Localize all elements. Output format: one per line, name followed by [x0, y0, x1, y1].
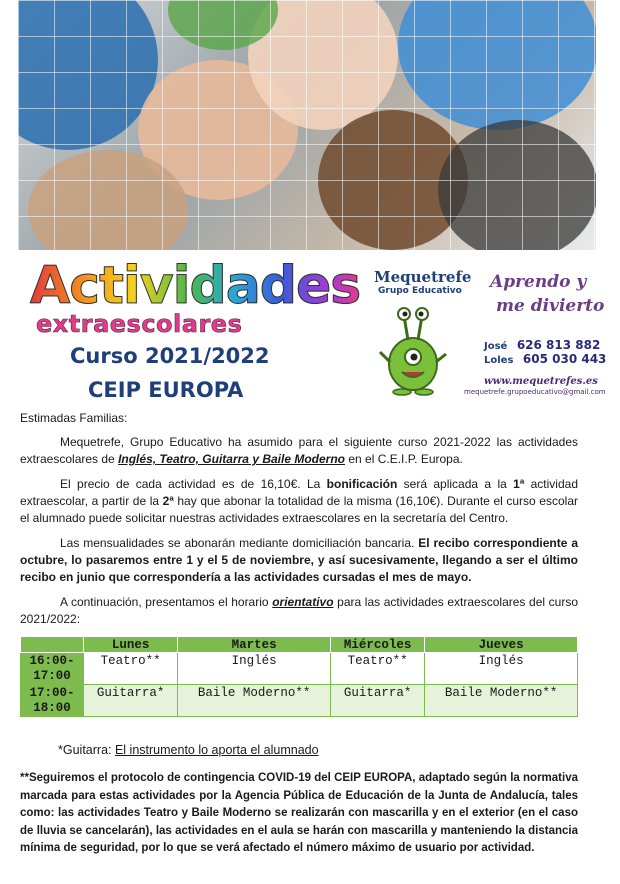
text-bold: 2ª — [162, 494, 174, 508]
page-title — [30, 258, 360, 314]
contact-jose — [484, 338, 600, 352]
paragraph-intro — [20, 434, 578, 468]
table-row — [21, 685, 578, 717]
table-cell: Baile Moderno** — [178, 685, 331, 717]
monster-mascot-icon — [378, 302, 448, 396]
column-header: Martes — [178, 637, 331, 653]
guitar-note — [58, 742, 578, 759]
column-header: Lunes — [84, 637, 178, 653]
page-subtitle: extraescolares — [36, 310, 243, 338]
contact-phone: 605 030 443 — [522, 352, 607, 366]
text: actividad extraescolar, a partir de la — [20, 477, 578, 508]
time-slot — [21, 653, 84, 685]
time-start: 17:00- — [29, 686, 75, 700]
title-text: Actividades — [30, 256, 361, 316]
column-header: Miércoles — [330, 637, 424, 653]
column-header — [21, 637, 84, 653]
time-slot — [21, 685, 84, 717]
text-bold: bonificación — [326, 477, 398, 491]
time-end: 18:00 — [33, 701, 71, 715]
table-cell: Baile Moderno** — [425, 685, 578, 717]
company-logo-box — [372, 258, 608, 398]
text: hay que abonar la totalidad de la misma (16,10€). Durante el curso escolar el alumnado puede solicitar nuestras actividades extraescolares en la secretaría del Centro. — [20, 494, 578, 525]
text: para las actividades extraescolares del curso 2021/2022: — [20, 595, 578, 626]
note-text: El instrumento lo aporta el alumnado — [114, 743, 319, 757]
email-link[interactable]: mequetrefe.grupoeducativo@gmail.com — [464, 388, 606, 396]
covid-notice: **Seguiremos el protocolo de contingencia COVID-19 del CEIP EUROPA, adaptado según la normativa marcada para estas actividades por la Agencia Pública de Educación de la Junta de Andalucía, tales como: las actividades Teatro y Baile Moderno se realizarán con mascarilla y en el exterior (en el caso de lluvia se cancelarán), las actividades en el aula se harán con mascarilla y manteniendo la distancia mínima de seguridad, por lo que se verá afectado el número máximo de usuario por actividad. — [20, 772, 578, 854]
table-header-row — [21, 637, 578, 653]
table-cell: Guitarra* — [84, 685, 178, 717]
text: A continuación, presentamos el horario — [60, 595, 273, 609]
slogan-line-2: me divierto — [496, 296, 605, 316]
contact-name: Loles — [484, 355, 514, 366]
school-name: CEIP EUROPA — [88, 378, 244, 402]
text: El precio de cada actividad es de 16,10€. La — [60, 477, 327, 491]
schedule-table — [20, 636, 578, 717]
website-link[interactable]: www.mequetrefes.es — [484, 376, 598, 387]
text: Mequetrefe, Grupo Educativo ha asumido para el siguiente curso 2021-2022 las actividades extraescolares de — [20, 435, 578, 466]
table-cell: Inglés — [178, 653, 331, 685]
hero-photo — [18, 0, 596, 250]
paragraph-payment — [20, 535, 578, 586]
table-cell: Guitarra* — [330, 685, 424, 717]
text-bold: El recibo correspondiente a octubre, lo pasaremos entre 1 y el 5 de noviembre, y así sucesivamente, llegando a ser el último recibo en junio que correspondería a las actividades cursadas el mes de mayo. — [20, 536, 578, 584]
contact-loles — [484, 352, 606, 366]
table-cell: Teatro** — [84, 653, 178, 685]
note-label: *Guitarra: — [58, 743, 115, 757]
table-cell: Teatro** — [330, 653, 424, 685]
course-year: Curso 2021/2022 — [70, 344, 270, 368]
slogan-line-1: Aprendo y — [490, 272, 587, 292]
text: será aplicada a la — [397, 477, 514, 491]
activity-list: Inglés, Teatro, Guitarra y Baile Moderno — [118, 452, 346, 466]
greeting: Estimadas Familias: — [20, 411, 128, 425]
brand-name: Mequetrefe — [374, 268, 472, 286]
paragraph-price — [20, 476, 578, 527]
table-row — [21, 653, 578, 685]
paragraph-schedule-intro — [20, 594, 578, 628]
contact-phone: 626 813 882 — [516, 338, 601, 352]
text-emphasis: orientativo — [272, 595, 334, 609]
title-block — [22, 258, 362, 338]
table-cell: Inglés — [425, 653, 578, 685]
contact-name: José — [484, 341, 508, 352]
time-end: 17:00 — [33, 669, 71, 683]
brand-subtitle: Grupo Educativo — [378, 286, 462, 296]
time-start: 16:00- — [29, 654, 75, 668]
text: Las mensualidades se abonarán mediante domiciliación bancaria. — [60, 536, 419, 550]
column-header: Jueves — [425, 637, 578, 653]
text-bold: 1ª — [513, 477, 525, 491]
text: en el C.E.I.P. Europa. — [345, 452, 463, 466]
